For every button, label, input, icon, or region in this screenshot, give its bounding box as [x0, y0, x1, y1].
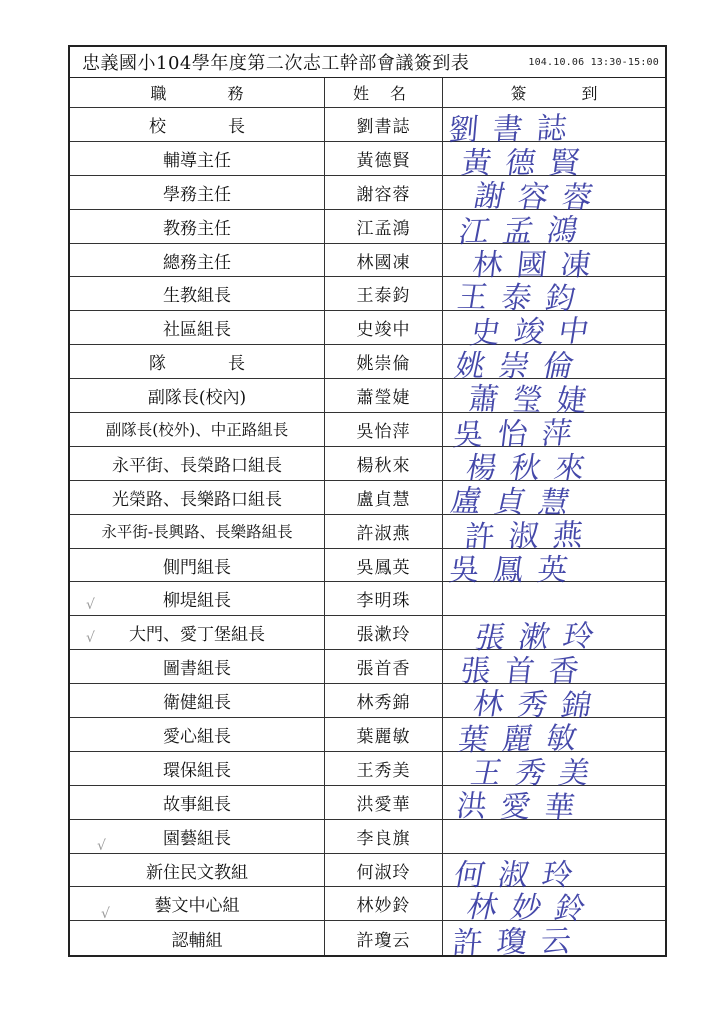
name-cell: 張漱玲 — [325, 616, 443, 649]
table-row — [70, 921, 665, 962]
check-mark: √ — [101, 906, 110, 922]
handwritten-signature: 何淑玲 — [451, 857, 590, 893]
name-header: 姓 名 — [325, 78, 443, 107]
role-cell: 大門、愛丁堡組長 — [70, 616, 325, 649]
check-mark: √ — [86, 630, 95, 646]
handwritten-signature: 洪愛華 — [454, 788, 591, 826]
check-mark: √ — [97, 838, 106, 854]
signature-cell — [443, 650, 665, 690]
handwritten-signature: 蕭瑩婕 — [466, 381, 603, 420]
name-cell: 謝容蓉 — [325, 176, 443, 209]
name-cell: 王秀美 — [325, 752, 443, 785]
signature-cell — [443, 142, 665, 181]
table-row — [70, 786, 665, 826]
name-cell: 楊秋來 — [325, 447, 443, 480]
table-row — [70, 142, 665, 181]
name-cell: 王泰鈞 — [325, 277, 443, 310]
signature-cell — [443, 684, 665, 725]
table-row — [70, 718, 665, 759]
role-cell: 園藝組長 — [70, 820, 325, 853]
handwritten-signature: 江孟鴻 — [455, 212, 595, 250]
signature-cell — [443, 413, 665, 454]
handwritten-signature: 謝容蓉 — [471, 178, 610, 216]
signature-cell — [443, 921, 665, 962]
role-cell: 教務主任 — [70, 210, 325, 243]
table-row — [70, 210, 665, 250]
table-row — [70, 345, 665, 385]
role-cell: 永平街-長興路、長樂路組長 — [70, 515, 325, 548]
name-cell: 許瓊云 — [325, 921, 443, 955]
name-cell: 黃德賢 — [325, 142, 443, 175]
table-row — [70, 549, 665, 588]
signature-cell — [443, 718, 665, 759]
role-cell: 故事組長 — [70, 786, 325, 819]
signature-cell — [443, 752, 665, 791]
role-cell: 副隊長(校內) — [70, 379, 325, 412]
signature-cell — [443, 786, 665, 826]
name-cell: 姚崇倫 — [325, 345, 443, 378]
role-cell: 生教組長 — [70, 277, 325, 310]
role-cell: 隊長 — [70, 345, 325, 378]
name-cell: 張首香 — [325, 650, 443, 683]
table-row — [70, 108, 665, 149]
handwritten-signature: 吳鳳英 — [447, 552, 584, 588]
signature-cell — [443, 447, 665, 486]
signature-cell — [443, 108, 665, 149]
check-mark: √ — [86, 597, 95, 613]
signature-cell — [443, 379, 665, 420]
handwritten-signature: 葉麗敏 — [455, 720, 594, 759]
handwritten-signature: 吳怡萍 — [451, 415, 588, 454]
role-cell: 認輔組 — [70, 921, 325, 955]
name-cell: 吳鳳英 — [325, 549, 443, 582]
role-cell: 環保組長 — [70, 752, 325, 785]
role-cell: 副隊長(校外)、中正路組長 — [70, 413, 325, 446]
role-cell: 社區組長 — [70, 311, 325, 344]
role-cell: 愛心組長 — [70, 718, 325, 751]
sign-header-left: 簽 — [510, 84, 527, 103]
role-cell: 新住民文教組 — [70, 854, 325, 887]
role-cell: 側門組長 — [70, 549, 325, 582]
signature-cell — [443, 277, 665, 318]
handwritten-signature: 張首香 — [458, 654, 595, 690]
signature-cell — [443, 582, 665, 615]
attendee-rows — [70, 108, 665, 962]
name-cell: 劉書誌 — [325, 108, 443, 141]
handwritten-signature: 林秀錦 — [470, 686, 609, 725]
handwritten-signature: 劉書誌 — [447, 110, 583, 149]
role-cell: 光榮路、長樂路口組長 — [70, 481, 325, 514]
table-row — [70, 752, 665, 791]
handwritten-signature: 姚崇倫 — [451, 349, 591, 385]
table-row — [70, 515, 665, 555]
table-row — [70, 854, 665, 893]
handwritten-signature: 張漱玲 — [471, 619, 611, 657]
name-cell: 史竣中 — [325, 311, 443, 344]
sign-in-sheet — [68, 45, 667, 962]
handwritten-signature: 許淑燕 — [463, 517, 599, 555]
name-cell: 林國凍 — [325, 244, 443, 277]
table-row — [70, 447, 665, 486]
signature-cell — [443, 549, 665, 588]
signature-cell — [443, 820, 665, 853]
role-cell: 校長 — [70, 108, 325, 141]
table-row — [70, 820, 665, 854]
sheet-title: 忠義國小104學年度第二次志工幹部會議簽到表 — [82, 53, 470, 74]
role-cell: 藝文中心組 — [70, 887, 325, 920]
role-cell: 永平街、長榮路口組長 — [70, 447, 325, 480]
handwritten-signature: 王泰鈞 — [454, 280, 593, 318]
role-cell: 衛健組長 — [70, 684, 325, 717]
sign-header-right: 到 — [581, 84, 598, 103]
signature-cell — [443, 616, 665, 657]
signature-cell — [443, 176, 665, 216]
role-cell: 輔導主任 — [70, 142, 325, 175]
name-cell: 林秀錦 — [325, 684, 443, 717]
signature-cell — [443, 515, 665, 555]
table-row — [70, 650, 665, 690]
title-row — [70, 47, 665, 78]
name-cell: 盧貞慧 — [325, 481, 443, 514]
role-cell: 學務主任 — [70, 176, 325, 209]
name-cell: 李良旗 — [325, 820, 443, 853]
name-cell: 葉麗敏 — [325, 718, 443, 751]
meeting-date: 104.10.06 13:30-15:00 — [528, 57, 659, 68]
handwritten-signature: 盧貞慧 — [447, 483, 587, 521]
handwritten-signature: 林國凍 — [470, 247, 607, 283]
table-row — [70, 244, 665, 283]
handwritten-signature: 史竣中 — [467, 314, 606, 352]
name-cell: 林妙鈴 — [325, 887, 443, 920]
role-header: 職 務 — [70, 78, 325, 107]
signature-cell — [443, 481, 665, 521]
name-cell: 吳怡萍 — [325, 413, 443, 446]
name-cell: 蕭瑩婕 — [325, 379, 443, 412]
handwritten-signature: 王秀美 — [467, 755, 607, 791]
role-cell: 圖書組長 — [70, 650, 325, 683]
name-cell: 江孟鴻 — [325, 210, 443, 243]
signature-cell — [443, 210, 665, 250]
name-cell: 洪愛華 — [325, 786, 443, 819]
handwritten-signature: 楊秋來 — [463, 450, 602, 486]
handwritten-signature: 林妙鈴 — [463, 890, 603, 928]
name-cell: 李明珠 — [325, 582, 443, 615]
handwritten-signature: 黃德賢 — [459, 145, 596, 181]
name-cell: 何淑玲 — [325, 854, 443, 887]
name-cell: 許淑燕 — [325, 515, 443, 548]
table-row — [70, 413, 665, 454]
signature-cell — [443, 311, 665, 352]
role-cell: 總務主任 — [70, 244, 325, 277]
handwritten-signature: 許瓊云 — [451, 924, 587, 962]
role-cell: 柳堤組長 — [70, 582, 325, 615]
